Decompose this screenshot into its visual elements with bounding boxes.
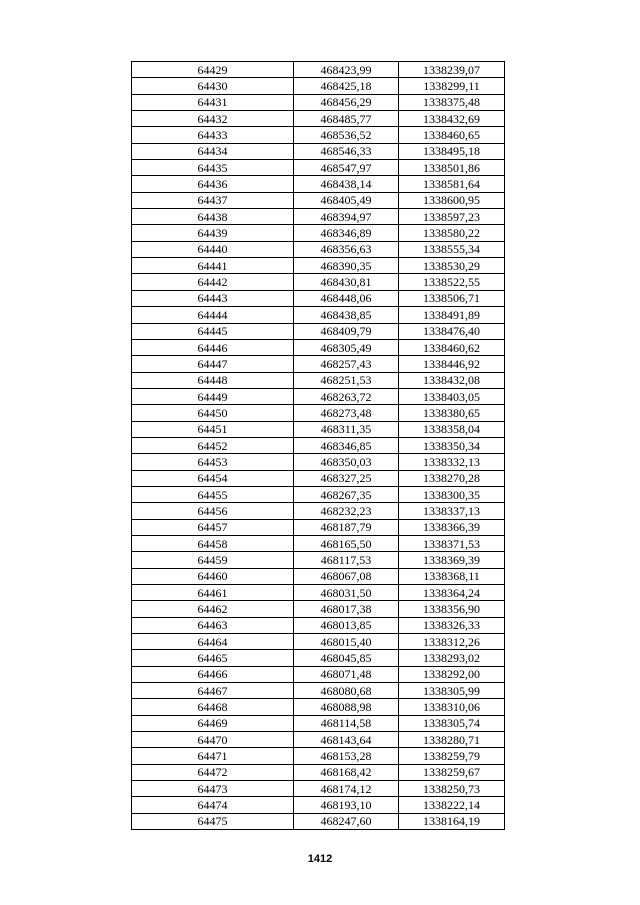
table-row xyxy=(132,307,505,323)
point-number-cell: 64437 xyxy=(132,192,294,208)
point-number-cell: 64471 xyxy=(132,748,294,764)
x-coordinate-cell: 468430,81 xyxy=(294,274,399,290)
table-row xyxy=(132,585,505,601)
x-coordinate-cell: 468263,72 xyxy=(294,388,399,404)
point-number-cell: 64451 xyxy=(132,421,294,437)
point-number-cell: 64456 xyxy=(132,503,294,519)
y-coordinate-cell: 1338364,24 xyxy=(399,585,505,601)
point-number-cell: 64461 xyxy=(132,585,294,601)
x-coordinate-cell: 468153,28 xyxy=(294,748,399,764)
page-number: 1412 xyxy=(307,853,333,865)
table-row xyxy=(132,127,505,143)
x-coordinate-cell: 468405,49 xyxy=(294,192,399,208)
x-coordinate-cell: 468346,89 xyxy=(294,225,399,241)
y-coordinate-cell: 1338446,92 xyxy=(399,356,505,372)
table-row xyxy=(132,323,505,339)
point-number-cell: 64463 xyxy=(132,617,294,633)
y-coordinate-cell: 1338460,62 xyxy=(399,339,505,355)
table-row xyxy=(132,454,505,470)
x-coordinate-cell: 468305,49 xyxy=(294,339,399,355)
y-coordinate-cell: 1338300,35 xyxy=(399,486,505,502)
x-coordinate-cell: 468165,50 xyxy=(294,535,399,551)
x-coordinate-cell: 468546,33 xyxy=(294,143,399,159)
point-number-cell: 64445 xyxy=(132,323,294,339)
y-coordinate-cell: 1338259,79 xyxy=(399,748,505,764)
x-coordinate-cell: 468168,42 xyxy=(294,764,399,780)
table-row xyxy=(132,339,505,355)
x-coordinate-cell: 468015,40 xyxy=(294,634,399,650)
x-coordinate-cell: 468456,29 xyxy=(294,94,399,110)
table-row xyxy=(132,486,505,502)
point-number-cell: 64430 xyxy=(132,78,294,94)
x-coordinate-cell: 468174,12 xyxy=(294,781,399,797)
table-row xyxy=(132,388,505,404)
point-number-cell: 64473 xyxy=(132,781,294,797)
y-coordinate-cell: 1338280,71 xyxy=(399,732,505,748)
table-row xyxy=(132,568,505,584)
point-number-cell: 64465 xyxy=(132,650,294,666)
y-coordinate-cell: 1338250,73 xyxy=(399,781,505,797)
table-row xyxy=(132,176,505,192)
point-number-cell: 64436 xyxy=(132,176,294,192)
table-row xyxy=(132,470,505,486)
y-coordinate-cell: 1338350,34 xyxy=(399,437,505,453)
x-coordinate-cell: 468267,35 xyxy=(294,486,399,502)
y-coordinate-cell: 1338270,28 xyxy=(399,470,505,486)
x-coordinate-cell: 468438,85 xyxy=(294,307,399,323)
x-coordinate-cell: 468187,79 xyxy=(294,519,399,535)
table-row xyxy=(132,715,505,731)
x-coordinate-cell: 468547,97 xyxy=(294,160,399,176)
y-coordinate-cell: 1338432,69 xyxy=(399,111,505,127)
table-row xyxy=(132,535,505,551)
point-number-cell: 64441 xyxy=(132,258,294,274)
y-coordinate-cell: 1338581,64 xyxy=(399,176,505,192)
y-coordinate-cell: 1338375,48 xyxy=(399,94,505,110)
y-coordinate-cell: 1338332,13 xyxy=(399,454,505,470)
table-row xyxy=(132,209,505,225)
y-coordinate-cell: 1338293,02 xyxy=(399,650,505,666)
point-number-cell: 64472 xyxy=(132,764,294,780)
y-coordinate-cell: 1338506,71 xyxy=(399,290,505,306)
point-number-cell: 64455 xyxy=(132,486,294,502)
x-coordinate-cell: 468080,68 xyxy=(294,683,399,699)
y-coordinate-cell: 1338491,89 xyxy=(399,307,505,323)
x-coordinate-cell: 468311,35 xyxy=(294,421,399,437)
point-number-cell: 64453 xyxy=(132,454,294,470)
x-coordinate-cell: 468394,97 xyxy=(294,209,399,225)
table-row xyxy=(132,372,505,388)
y-coordinate-cell: 1338259,67 xyxy=(399,764,505,780)
point-number-cell: 64467 xyxy=(132,683,294,699)
x-coordinate-cell: 468013,85 xyxy=(294,617,399,633)
point-number-cell: 64462 xyxy=(132,601,294,617)
table-row xyxy=(132,617,505,633)
x-coordinate-cell: 468088,98 xyxy=(294,699,399,715)
table-row xyxy=(132,192,505,208)
y-coordinate-cell: 1338312,26 xyxy=(399,634,505,650)
table-row xyxy=(132,405,505,421)
table-row xyxy=(132,160,505,176)
table-row xyxy=(132,813,505,829)
y-coordinate-cell: 1338368,11 xyxy=(399,568,505,584)
x-coordinate-cell: 468485,77 xyxy=(294,111,399,127)
y-coordinate-cell: 1338555,34 xyxy=(399,241,505,257)
y-coordinate-cell: 1338337,13 xyxy=(399,503,505,519)
table-row xyxy=(132,356,505,372)
x-coordinate-cell: 468390,35 xyxy=(294,258,399,274)
y-coordinate-cell: 1338380,65 xyxy=(399,405,505,421)
x-coordinate-cell: 468193,10 xyxy=(294,797,399,813)
y-coordinate-cell: 1338460,65 xyxy=(399,127,505,143)
x-coordinate-cell: 468257,43 xyxy=(294,356,399,372)
point-number-cell: 64469 xyxy=(132,715,294,731)
point-number-cell: 64439 xyxy=(132,225,294,241)
x-coordinate-cell: 468273,48 xyxy=(294,405,399,421)
table-row xyxy=(132,699,505,715)
table-row xyxy=(132,421,505,437)
table-row xyxy=(132,503,505,519)
table-row xyxy=(132,225,505,241)
table-row xyxy=(132,111,505,127)
x-coordinate-cell: 468438,14 xyxy=(294,176,399,192)
y-coordinate-cell: 1338305,99 xyxy=(399,683,505,699)
x-coordinate-cell: 468143,64 xyxy=(294,732,399,748)
point-number-cell: 64458 xyxy=(132,535,294,551)
y-coordinate-cell: 1338403,05 xyxy=(399,388,505,404)
point-number-cell: 64435 xyxy=(132,160,294,176)
point-number-cell: 64440 xyxy=(132,241,294,257)
table-row xyxy=(132,78,505,94)
x-coordinate-cell: 468067,08 xyxy=(294,568,399,584)
x-coordinate-cell: 468117,53 xyxy=(294,552,399,568)
point-number-cell: 64464 xyxy=(132,634,294,650)
table-row xyxy=(132,797,505,813)
point-number-cell: 64446 xyxy=(132,339,294,355)
point-number-cell: 64454 xyxy=(132,470,294,486)
x-coordinate-cell: 468232,23 xyxy=(294,503,399,519)
coordinates-table xyxy=(131,61,505,830)
x-coordinate-cell: 468114,58 xyxy=(294,715,399,731)
table-row xyxy=(132,732,505,748)
y-coordinate-cell: 1338501,86 xyxy=(399,160,505,176)
point-number-cell: 64429 xyxy=(132,62,294,78)
y-coordinate-cell: 1338366,39 xyxy=(399,519,505,535)
table-row xyxy=(132,258,505,274)
point-number-cell: 64470 xyxy=(132,732,294,748)
y-coordinate-cell: 1338239,07 xyxy=(399,62,505,78)
y-coordinate-cell: 1338292,00 xyxy=(399,666,505,682)
point-number-cell: 64448 xyxy=(132,372,294,388)
x-coordinate-cell: 468425,18 xyxy=(294,78,399,94)
point-number-cell: 64452 xyxy=(132,437,294,453)
x-coordinate-cell: 468031,50 xyxy=(294,585,399,601)
y-coordinate-cell: 1338358,04 xyxy=(399,421,505,437)
y-coordinate-cell: 1338326,33 xyxy=(399,617,505,633)
table-row xyxy=(132,290,505,306)
x-coordinate-cell: 468045,85 xyxy=(294,650,399,666)
y-coordinate-cell: 1338356,90 xyxy=(399,601,505,617)
table-row xyxy=(132,437,505,453)
point-number-cell: 64474 xyxy=(132,797,294,813)
point-number-cell: 64449 xyxy=(132,388,294,404)
table-row xyxy=(132,650,505,666)
point-number-cell: 64475 xyxy=(132,813,294,829)
point-number-cell: 64450 xyxy=(132,405,294,421)
point-number-cell: 64442 xyxy=(132,274,294,290)
point-number-cell: 64466 xyxy=(132,666,294,682)
point-number-cell: 64457 xyxy=(132,519,294,535)
point-number-cell: 64468 xyxy=(132,699,294,715)
table-row xyxy=(132,143,505,159)
y-coordinate-cell: 1338580,22 xyxy=(399,225,505,241)
coordinates-table-body xyxy=(132,62,505,830)
table-row xyxy=(132,666,505,682)
table-row xyxy=(132,764,505,780)
point-number-cell: 64433 xyxy=(132,127,294,143)
y-coordinate-cell: 1338600,95 xyxy=(399,192,505,208)
x-coordinate-cell: 468356,63 xyxy=(294,241,399,257)
y-coordinate-cell: 1338597,23 xyxy=(399,209,505,225)
y-coordinate-cell: 1338310,06 xyxy=(399,699,505,715)
point-number-cell: 64447 xyxy=(132,356,294,372)
y-coordinate-cell: 1338530,29 xyxy=(399,258,505,274)
point-number-cell: 64459 xyxy=(132,552,294,568)
point-number-cell: 64438 xyxy=(132,209,294,225)
point-number-cell: 64443 xyxy=(132,290,294,306)
table-row xyxy=(132,519,505,535)
y-coordinate-cell: 1338305,74 xyxy=(399,715,505,731)
y-coordinate-cell: 1338371,53 xyxy=(399,535,505,551)
y-coordinate-cell: 1338369,39 xyxy=(399,552,505,568)
x-coordinate-cell: 468423,99 xyxy=(294,62,399,78)
y-coordinate-cell: 1338476,40 xyxy=(399,323,505,339)
y-coordinate-cell: 1338164,19 xyxy=(399,813,505,829)
y-coordinate-cell: 1338522,55 xyxy=(399,274,505,290)
table-row xyxy=(132,62,505,78)
x-coordinate-cell: 468251,53 xyxy=(294,372,399,388)
x-coordinate-cell: 468350,03 xyxy=(294,454,399,470)
x-coordinate-cell: 468327,25 xyxy=(294,470,399,486)
x-coordinate-cell: 468346,85 xyxy=(294,437,399,453)
y-coordinate-cell: 1338432,08 xyxy=(399,372,505,388)
x-coordinate-cell: 468247,60 xyxy=(294,813,399,829)
table-row xyxy=(132,748,505,764)
table-row xyxy=(132,552,505,568)
point-number-cell: 64432 xyxy=(132,111,294,127)
table-row xyxy=(132,274,505,290)
y-coordinate-cell: 1338495,18 xyxy=(399,143,505,159)
table-row xyxy=(132,601,505,617)
table-row xyxy=(132,634,505,650)
x-coordinate-cell: 468536,52 xyxy=(294,127,399,143)
point-number-cell: 64431 xyxy=(132,94,294,110)
point-number-cell: 64434 xyxy=(132,143,294,159)
point-number-cell: 64460 xyxy=(132,568,294,584)
x-coordinate-cell: 468071,48 xyxy=(294,666,399,682)
table-row xyxy=(132,683,505,699)
table-row xyxy=(132,781,505,797)
point-number-cell: 64444 xyxy=(132,307,294,323)
x-coordinate-cell: 468448,06 xyxy=(294,290,399,306)
y-coordinate-cell: 1338222,14 xyxy=(399,797,505,813)
x-coordinate-cell: 468017,38 xyxy=(294,601,399,617)
table-row xyxy=(132,94,505,110)
x-coordinate-cell: 468409,79 xyxy=(294,323,399,339)
table-row xyxy=(132,241,505,257)
y-coordinate-cell: 1338299,11 xyxy=(399,78,505,94)
